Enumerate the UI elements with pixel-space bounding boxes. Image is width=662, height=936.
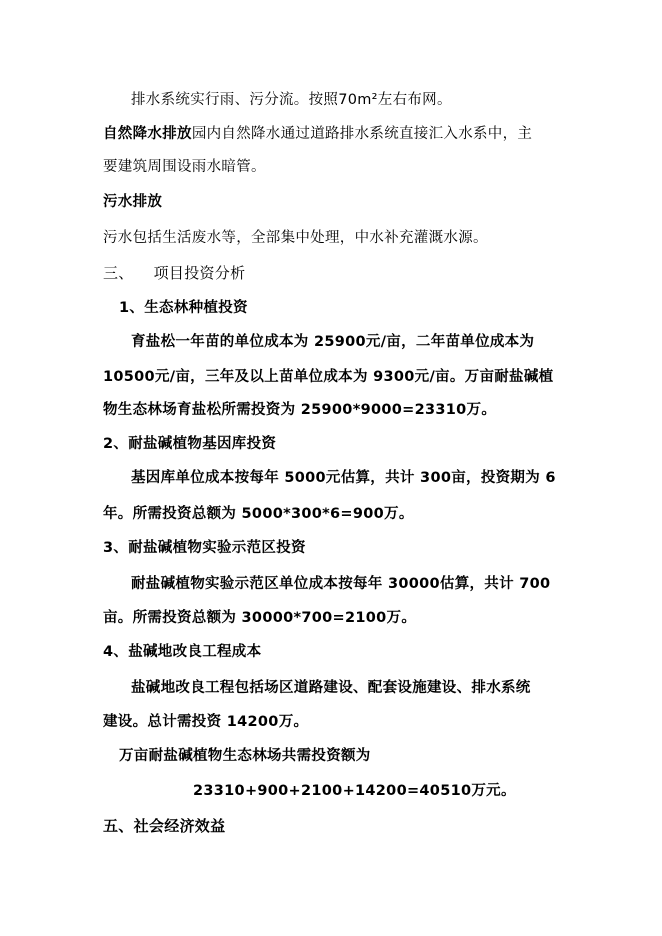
section-heading-socioeconomic: 五、社会经济效益: [103, 817, 226, 835]
item3-title: 3、耐盐碱植物实验示范区投资: [103, 540, 306, 556]
item2-text-1: 基因库单位成本按每年 5000元估算，共计 300亩，投资期为 6: [131, 470, 556, 486]
sewage-text: 污水包括生活废水等，全部集中处理，中水补充灌溉水源。: [103, 230, 488, 246]
natural-drainage-paragraph: [103, 124, 532, 144]
natural-drainage-text-cont: 要建筑周围设雨水暗管。: [103, 159, 266, 175]
natural-drainage-title: 自然降水排放: [103, 126, 192, 142]
item3-text-2: 亩。所需投资总额为 30000*700=2100万。: [103, 610, 417, 626]
item2-title: 2、耐盐碱植物基因库投资: [103, 436, 277, 452]
item4-text-2: 建设。总计需投资 14200万。: [103, 714, 309, 730]
item2-text-2: 年。所需投资总额为 5000*300*6=900万。: [103, 506, 414, 522]
section-title: 项目投资分析: [153, 264, 246, 282]
section-heading-investment: [103, 263, 245, 283]
total-investment-label: 万亩耐盐碱植物生态林场共需投资额为: [119, 748, 371, 764]
item3-text-1: 耐盐碱植物实验示范区单位成本按每年 30000估算，共计 700: [131, 576, 551, 592]
item1-text-1: 育盐松一年苗的单位成本为 25900元/亩，二年苗单位成本为: [131, 334, 535, 350]
section-number: 三、: [103, 264, 134, 282]
drainage-line: 排水系统实行雨、污分流。按照70m²左右布网。: [131, 92, 452, 108]
item4-title: 4、盐碱地改良工程成本: [103, 644, 262, 660]
sewage-title: 污水排放: [103, 194, 163, 210]
item1-title: 1、生态林种植投资: [119, 300, 248, 316]
item1-text-3: 物生态林场育盐松所需投资为 25900*9000=23310万。: [103, 402, 497, 418]
item1-text-2: 10500元/亩，三年及以上苗单位成本为 9300元/亩。万亩耐盐碱植: [103, 369, 554, 385]
item4-text-1: 盐碱地改良工程包括场区道路建设、配套设施建设、排水系统: [131, 680, 531, 696]
total-investment-formula: 23310+900+2100+14200=40510万元。: [193, 783, 516, 799]
natural-drainage-text: 园内自然降水通过道路排水系统直接汇入水系中，主: [191, 126, 533, 142]
